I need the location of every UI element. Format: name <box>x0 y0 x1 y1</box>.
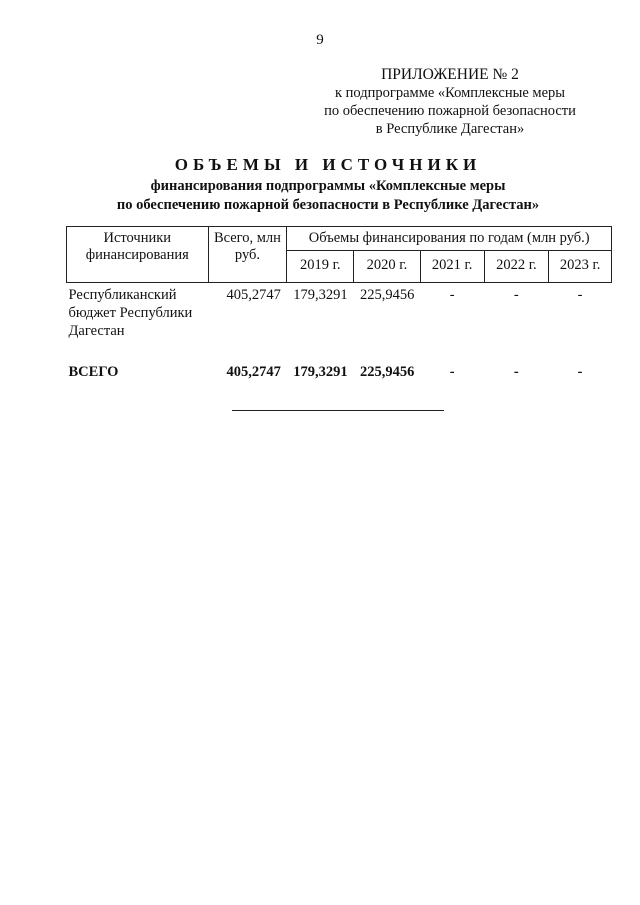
header-year: 2022 г. <box>484 251 549 283</box>
header-source: Источники финансирования <box>67 227 209 283</box>
header-year: 2020 г. <box>354 251 421 283</box>
table-header-row <box>67 227 612 251</box>
document-subtitle <box>0 177 640 215</box>
page-number: 9 <box>316 32 324 48</box>
total-cell: 405,2747 <box>226 287 281 303</box>
header-total: Всего, млн руб. <box>208 227 287 283</box>
closing-divider <box>232 410 444 411</box>
year-value-cell: - <box>513 364 519 380</box>
year-value-cell: - <box>449 287 455 303</box>
appendix-line: по обеспечению пожарной безопасности <box>324 103 576 119</box>
year-value-cell: 225,9456 <box>359 364 415 380</box>
year-value-cell: - <box>449 364 455 380</box>
year-value-cell: 225,9456 <box>359 287 415 303</box>
funding-table <box>66 226 612 384</box>
header-year: 2019 г. <box>287 251 354 283</box>
year-value-cell: 179,3291 <box>293 287 348 303</box>
header-years-group: Объемы финансирования по годам (млн руб.) <box>287 227 612 251</box>
year-value-cell: - <box>513 287 519 303</box>
source-cell: Республиканский бюджет Республики Дагестан <box>68 287 193 339</box>
appendix-line: в Республике Дагестан» <box>375 121 525 137</box>
subtitle-line: финансирования подпрограммы «Комплексные меры <box>150 178 506 194</box>
header-year: 2021 г. <box>420 251 484 283</box>
total-label-cell: ВСЕГО <box>68 364 119 380</box>
document-title: ОБЪЕМЫ И ИСТОЧНИКИ <box>174 155 482 174</box>
total-row <box>67 343 612 384</box>
year-value-cell: 179,3291 <box>293 364 348 380</box>
appendix-title: ПРИЛОЖЕНИЕ № 2 <box>381 66 519 83</box>
year-value-cell: - <box>577 364 583 380</box>
appendix-line: к подпрограмме «Комплексные меры <box>334 85 565 101</box>
table-row <box>67 283 612 344</box>
subtitle-line: по обеспечению пожарной безопасности в Республике Дагестан» <box>116 197 540 213</box>
year-value-cell: - <box>577 287 583 303</box>
total-cell: 405,2747 <box>226 364 281 380</box>
appendix-block <box>300 66 600 138</box>
header-year: 2023 г. <box>549 251 612 283</box>
